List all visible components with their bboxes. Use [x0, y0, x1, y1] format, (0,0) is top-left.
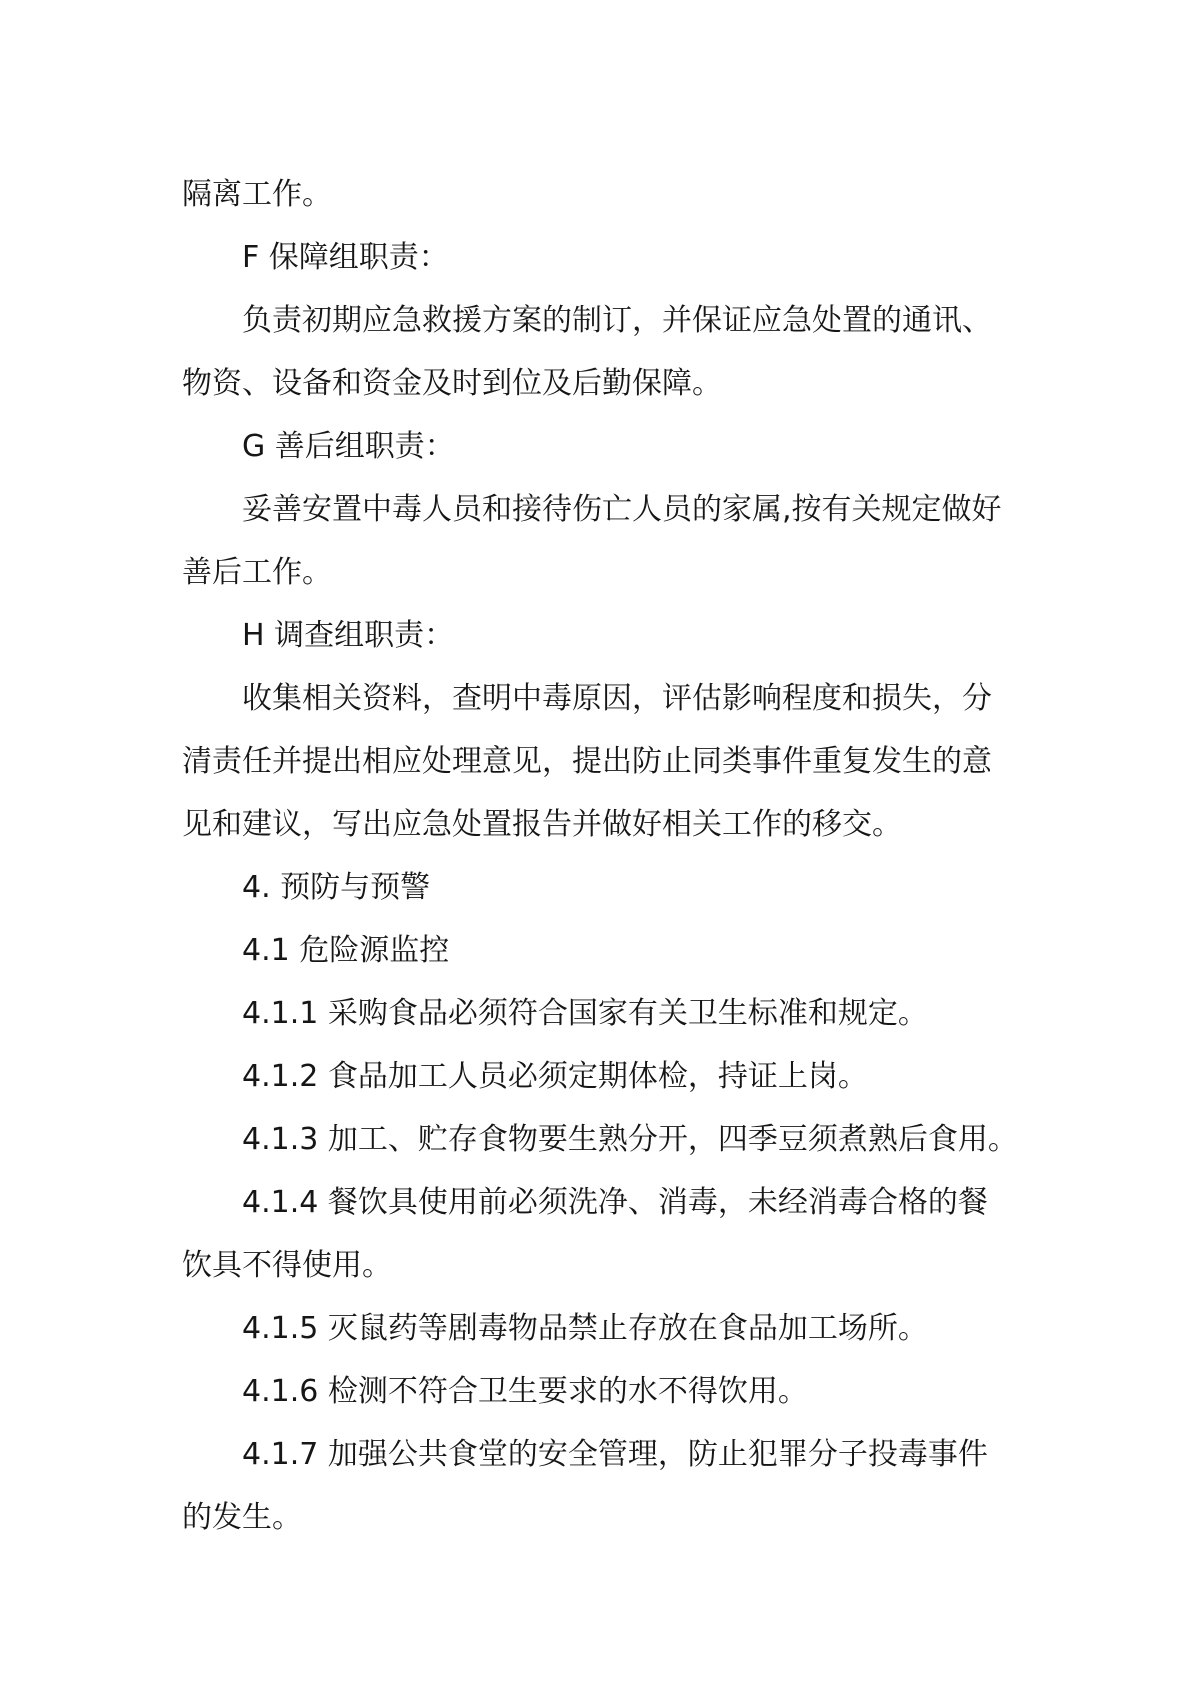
clause-4-1-2: 4.1.2 食品加工人员必须定期体检，持证上岗。 — [242, 1059, 868, 1094]
section-heading-aftermath: G 善后组职责： — [242, 429, 455, 464]
document-line: 的发生。 — [182, 1500, 302, 1535]
clause-4-1-6: 4.1.6 检测不符合卫生要求的水不得饮用。 — [242, 1374, 808, 1409]
document-line: 隔离工作。 — [182, 177, 332, 212]
subsection-heading-hazard-monitoring: 4.1 危险源监控 — [242, 933, 450, 968]
document-line: 清责任并提出相应处理意见，提出防止同类事件重复发生的意 — [182, 744, 992, 779]
document-line: 负责初期应急救援方案的制订，并保证应急处置的通讯、 — [242, 303, 992, 338]
document-line: 物资、设备和资金及时到位及后勤保障。 — [182, 366, 722, 401]
section-heading-support: F 保障组职责： — [242, 240, 449, 275]
clause-4-1-3: 4.1.3 加工、贮存食物要生熟分开，四季豆须煮熟后食用。 — [242, 1122, 1018, 1157]
document-line: 见和建议，写出应急处置报告并做好相关工作的移交。 — [182, 807, 902, 842]
clause-4-1-5: 4.1.5 灭鼠药等剧毒物品禁止存放在食品加工场所。 — [242, 1311, 928, 1346]
clause-4-1-4: 4.1.4 餐饮具使用前必须洗净、消毒，未经消毒合格的餐 — [242, 1185, 988, 1220]
document-line: 善后工作。 — [182, 555, 332, 590]
document-line: 收集相关资料，查明中毒原因，评估影响程度和损失，分 — [242, 681, 992, 716]
clause-4-1-7: 4.1.7 加强公共食堂的安全管理，防止犯罪分子投毒事件 — [242, 1437, 988, 1472]
clause-4-1-1: 4.1.1 采购食品必须符合国家有关卫生标准和规定。 — [242, 996, 928, 1031]
section-heading-prevention: 4. 预防与预警 — [242, 870, 431, 905]
section-heading-investigation: H 调查组职责： — [242, 618, 455, 653]
document-line: 饮具不得使用。 — [182, 1248, 392, 1283]
document-body — [182, 163, 1022, 1549]
document-line: 妥善安置中毒人员和接待伤亡人员的家属,按有关规定做好 — [242, 492, 1002, 527]
